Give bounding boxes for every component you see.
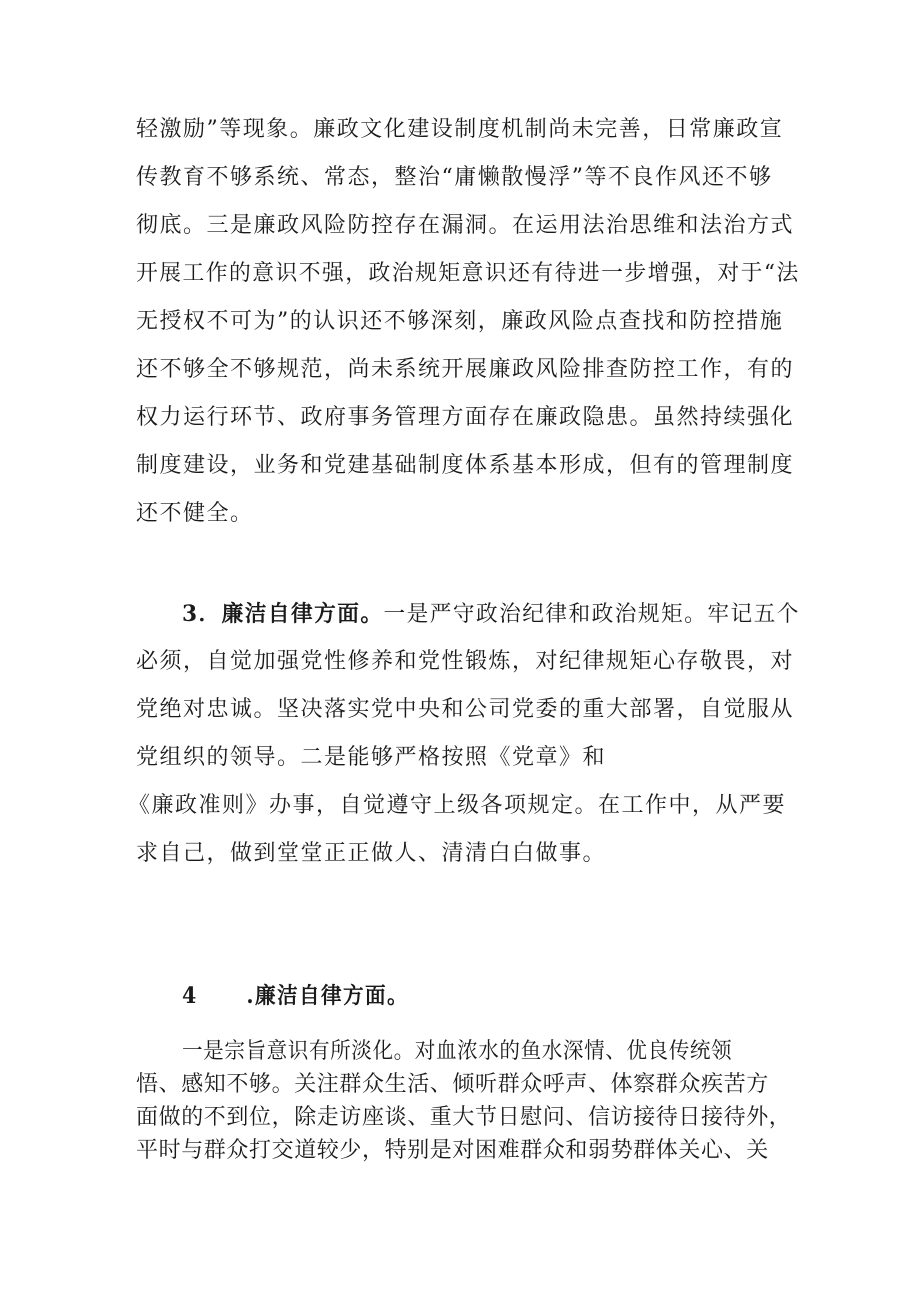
paragraph-line: 开展工作的意识不强，政治规矩意识还有待进一步增强，对于“法 [136, 261, 800, 286]
paragraph-line: 面做的不到位，除走访座谈、重大节日慰问、信访接待日接待外， [136, 1105, 792, 1130]
paragraph-line: 轻激励”等现象。廉政文化建设制度机制尚未完善，日常廉政宣 [136, 117, 784, 142]
paragraph-line: 制度建设，业务和党建基础制度体系基本形成，但有的管理制度 [136, 453, 795, 478]
paragraph-line: 必须，自觉加强党性修养和党性锻炼，对纪律规矩心存敬畏，对 [136, 649, 795, 674]
section-3-first-line-text: 一是严守政治纪律和政治规矩。牢记五个 [383, 602, 800, 627]
paragraph-line: 还不健全。 [136, 501, 254, 526]
paragraph-line: 悟、感知不够。关注群众生活、倾听群众呼声、体察群众疾苦方 [136, 1072, 769, 1097]
paragraph-line: 《廉政准则》办事，自觉遵守上级各项规定。在工作中，从严要 [128, 793, 787, 818]
paragraph-line: 还不够全不够规范，尚未系统开展廉政风险排查防控工作，有的 [136, 357, 795, 382]
paragraph-line: 一是宗旨意识有所淡化。对血浓水的鱼水深情、优良传统领 [182, 1039, 733, 1064]
section-4-heading: .廉洁自律方面。 [246, 983, 410, 1009]
paragraph-line: 平时与群众打交道较少，特别是对困难群众和弱势群体关心、关 [136, 1138, 769, 1163]
paragraph-line: 党绝对忠诚。坚决落实党中央和公司党委的重大部署，自觉服从 [136, 697, 795, 722]
section-4-heading-line [182, 981, 800, 1011]
section-4-number: 4 [182, 983, 198, 1009]
paragraph-line: 无授权不可为”的认识还不够深刻，廉政风险点查找和防控措施 [136, 309, 784, 334]
paragraph-line: 求自己，做到堂堂正正做人、清清白白做事。 [136, 841, 607, 866]
paragraph-line: 党组织的领导。二是能够严格按照《党章》和 [136, 745, 607, 770]
paragraph-line: 权力运行环节、政府事务管理方面存在廉政隐患。虽然持续强化 [136, 405, 795, 430]
paragraph-line: 传教育不够系统、常态，整治“庸懒散慢浮”等不良作风还不够 [136, 165, 773, 190]
section-3-heading: 3．廉洁自律方面。 [182, 601, 384, 627]
section-3-first-line [182, 599, 800, 630]
paragraph-line: 彻底。三是廉政风险防控存在漏洞。在运用法治思维和法治方式 [136, 213, 795, 238]
